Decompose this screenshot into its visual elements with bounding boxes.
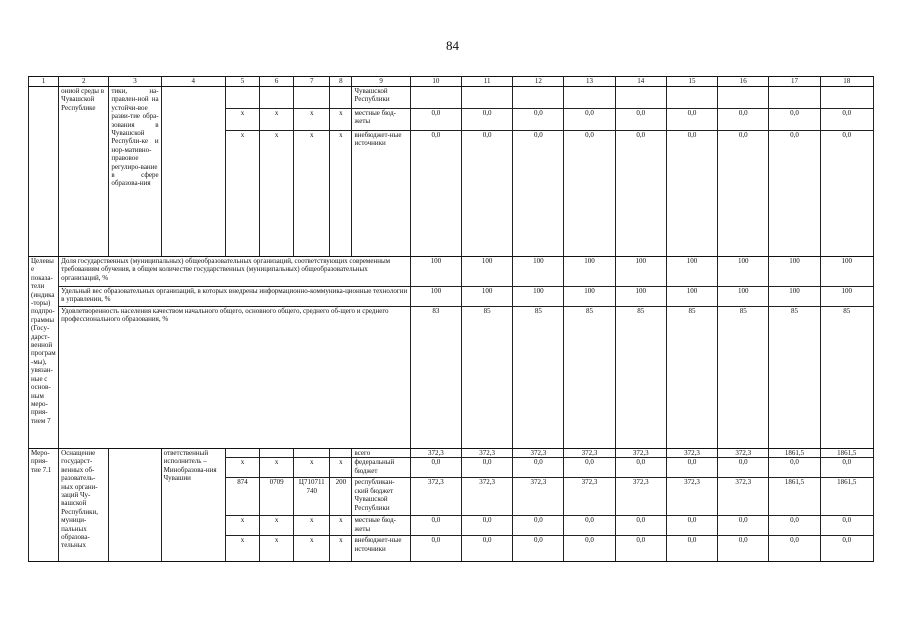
column-number-3: 3 [109,77,161,87]
column-number-10: 10 [410,77,461,87]
block1-program-text: тики, на-правлен-ной на устойчи-вое разви-тие обра-зования в Чувашской Республи-ке и нор-мативно-правовое регулиро-вание в сфере образова-ния [109,87,161,257]
block1-responsible [161,87,225,257]
kbk-section: 0709 [260,478,294,516]
target-value: 85 [666,307,717,449]
target-value: 85 [769,307,820,449]
year-value: 0,0 [820,536,873,562]
block1-event-name: ониой среды в Чувашской Республике [59,87,109,257]
year-value [718,87,769,109]
year-value: 0,0 [666,536,717,562]
column-number-8: 8 [330,77,352,87]
funding-source: внебюджет-ные источники [352,131,410,257]
column-number-1: 1 [29,77,59,87]
target-value: 100 [615,287,666,307]
year-value: 1861,5 [820,478,873,516]
target-value: 100 [410,287,461,307]
year-value: 372,3 [564,449,615,458]
column-number-16: 16 [718,77,769,87]
target-indicators-label: Целевые показа-тели (индика-торы) подпро-граммы (Госу-дарст-венной програм-мы), увязан-ные с основ-ным меро-прия-тием 7 [29,257,59,449]
target-value: 85 [564,307,615,449]
column-number-12: 12 [513,77,564,87]
year-value: 0,0 [564,458,615,478]
target-value: 85 [513,307,564,449]
year-value: 0,0 [513,131,564,257]
kbk-section: x [260,131,294,257]
event-number: Меро-прия-тие 7.1 [29,449,59,562]
year-value: 0,0 [513,458,564,478]
year-value [461,87,512,109]
year-value: 372,3 [564,478,615,516]
target-indicator-row [29,257,874,287]
year-value: 372,3 [718,478,769,516]
year-value: 1861,5 [769,449,820,458]
year-value: 372,3 [615,478,666,516]
year-value: 0,0 [461,131,512,257]
column-number-5: 5 [225,77,259,87]
target-value: 100 [820,257,873,287]
year-value: 0,0 [410,458,461,478]
kbk-expense-group: x [330,109,352,131]
kbk-expense-group: x [330,458,352,478]
target-value: 100 [564,257,615,287]
column-number-6: 6 [260,77,294,87]
target-indicator-text: Удельный вес образовательных организаций, в которых внедрены информационно-коммуника-ционные технологии в управлении, % [59,287,411,307]
target-value: 100 [461,257,512,287]
year-value: 0,0 [564,131,615,257]
funding-source: местные бюд-жеты [352,516,410,536]
column-number-header-row [29,77,874,87]
kbk-section [260,449,294,458]
year-value: 372,3 [513,449,564,458]
year-value: 0,0 [615,458,666,478]
target-value: 100 [769,257,820,287]
target-value: 100 [718,257,769,287]
year-value: 0,0 [769,458,820,478]
year-value: 0,0 [461,516,512,536]
target-value: 100 [769,287,820,307]
target-indicator-text: Доля государственных (муниципальных) общеобразовательных организаций, соответствующих современным требованиям обучения, в общем количестве государственных (муниципальных) общеобразовательных организаций, % [59,257,411,287]
target-value: 100 [666,257,717,287]
column-number-7: 7 [294,77,330,87]
kbk-target: x [294,536,330,562]
target-value: 85 [615,307,666,449]
year-value [513,87,564,109]
year-value: 0,0 [564,516,615,536]
year-value: 0,0 [666,131,717,257]
year-value: 0,0 [615,516,666,536]
funding-source: федеральный бюджет [352,458,410,478]
column-number-15: 15 [666,77,717,87]
funding-source: всего [352,449,410,458]
kbk-target [294,87,330,109]
kbk-expense-group: x [330,131,352,257]
year-value: 0,0 [513,516,564,536]
target-value: 83 [410,307,461,449]
kbk-section: x [260,109,294,131]
year-value: 0,0 [820,131,873,257]
year-value: 0,0 [513,109,564,131]
year-value: 372,3 [410,478,461,516]
year-value: 0,0 [666,458,717,478]
year-value: 372,3 [461,478,512,516]
year-value: 372,3 [718,449,769,458]
kbk-target: x [294,131,330,257]
target-value: 100 [513,257,564,287]
year-value [564,87,615,109]
kbk-grbs: x [225,516,259,536]
event-program-text [109,449,161,562]
year-value: 0,0 [718,131,769,257]
target-indicator-row [29,287,874,307]
year-value [615,87,666,109]
kbk-grbs: x [225,458,259,478]
target-indicator-row [29,307,874,449]
year-value [666,87,717,109]
target-value: 85 [718,307,769,449]
year-value: 372,3 [615,449,666,458]
kbk-target: x [294,516,330,536]
year-value: 0,0 [461,458,512,478]
kbk-expense-group [330,87,352,109]
year-value: 0,0 [718,536,769,562]
year-value: 0,0 [410,536,461,562]
column-number-2: 2 [59,77,109,87]
kbk-target: Ц7107​11 740 [294,478,330,516]
year-value: 0,0 [820,516,873,536]
year-value: 0,0 [769,516,820,536]
year-value: 372,3 [513,478,564,516]
block1-col1 [29,87,59,257]
year-value: 0,0 [410,131,461,257]
kbk-expense-group: x [330,536,352,562]
column-number-17: 17 [769,77,820,87]
funding-source: внебюджет-ные источники [352,536,410,562]
year-value: 0,0 [820,458,873,478]
event-name: Оснащение государст-венных об-разователь-ных органи-заций Чу-вашской Республики, муници-пальных образова-тельных [59,449,109,562]
column-number-9: 9 [352,77,410,87]
kbk-section: x [260,516,294,536]
year-value: 0,0 [820,109,873,131]
year-value: 0,0 [513,536,564,562]
target-value: 100 [718,287,769,307]
kbk-expense-group [330,449,352,458]
year-value: 0,0 [666,516,717,536]
year-value: 0,0 [410,109,461,131]
year-value: 1861,5 [820,449,873,458]
column-number-11: 11 [461,77,512,87]
column-number-14: 14 [615,77,666,87]
year-value: 0,0 [564,109,615,131]
column-number-4: 4 [161,77,225,87]
target-value: 100 [564,287,615,307]
program-table [28,76,874,562]
kbk-grbs: x [225,131,259,257]
target-value: 100 [666,287,717,307]
year-value: 372,3 [666,478,717,516]
year-value: 1861,5 [769,478,820,516]
year-value: 0,0 [769,109,820,131]
target-indicator-text: Удовлетворенность населения качеством начального общего, основного общего, среднего об-щего и среднего профессионального образования, % [59,307,411,449]
kbk-target: x [294,458,330,478]
page-number: 84 [446,38,459,53]
target-value: 85 [461,307,512,449]
year-value: 0,0 [615,536,666,562]
target-value: 100 [615,257,666,287]
kbk-expense-group: 200 [330,478,352,516]
funding-source: республикан-ский бюджет Чувашской Республики [352,478,410,516]
year-value: 372,3 [461,449,512,458]
year-value: 0,0 [615,109,666,131]
kbk-grbs [225,87,259,109]
kbk-section: x [260,458,294,478]
year-value [820,87,873,109]
year-value: 0,0 [769,536,820,562]
kbk-expense-group: x [330,516,352,536]
year-value: 0,0 [718,516,769,536]
kbk-section: x [260,536,294,562]
kbk-grbs [225,449,259,458]
kbk-grbs: x [225,536,259,562]
target-value: 85 [820,307,873,449]
year-value: 0,0 [666,109,717,131]
year-value: 0,0 [564,536,615,562]
year-value [410,87,461,109]
funding-source: Чувашской Республики [352,87,410,109]
kbk-target: x [294,109,330,131]
year-value: 0,0 [769,131,820,257]
table-row [29,449,874,458]
table-row [29,87,874,109]
year-value: 0,0 [718,458,769,478]
target-value: 100 [410,257,461,287]
year-value: 0,0 [718,109,769,131]
year-value: 372,3 [666,449,717,458]
year-value: 0,0 [410,516,461,536]
column-number-13: 13 [564,77,615,87]
year-value: 372,3 [410,449,461,458]
funding-source: местные бюд-жеты [352,109,410,131]
kbk-grbs: 874 [225,478,259,516]
year-value: 0,0 [461,536,512,562]
kbk-target [294,449,330,458]
column-number-18: 18 [820,77,873,87]
kbk-grbs: x [225,109,259,131]
target-value: 100 [461,287,512,307]
year-value [769,87,820,109]
year-value: 0,0 [461,109,512,131]
year-value: 0,0 [615,131,666,257]
table-body [29,77,874,562]
target-value: 100 [513,287,564,307]
event-responsible: ответственный исполнитель – Минобразова-ния Чувашии [161,449,225,562]
target-value: 100 [820,287,873,307]
kbk-section [260,87,294,109]
